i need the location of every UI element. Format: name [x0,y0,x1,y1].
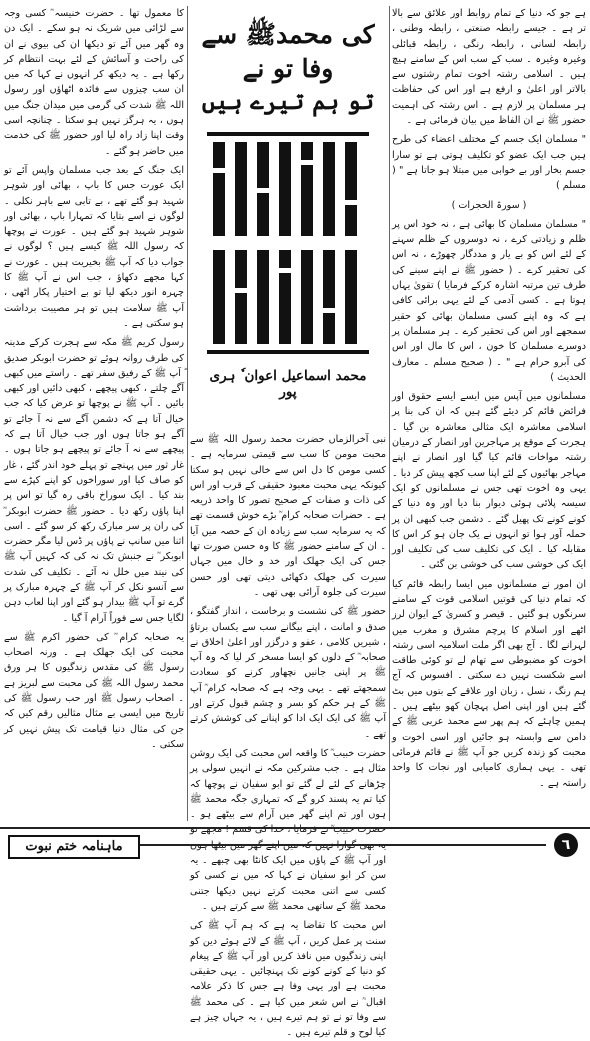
paragraph: ان امور نے مسلمانوں میں ایسا رابطہ قائم کیا کہ تمام دنیا کی قوتیں اسلامی قوت کے سامنے سرنگوں ہو گئیں ۔ قیصر و کسریٰ کے ایوان لرز اٹھے اور اسلام کا پرچم مشرق و مغرب میں لہرانے لگا ۔ آج بھی اگر ملت اسلامیہ اسی رشتہ اخوت کو مضبوطی سے تھام لے تو کوئی طاقت اسے شکست نہیں دے سکتی ۔ افسوس کہ آج ہم رنگ ، نسل ، زبان اور علاقے کے بتوں میں بٹ گئے ہیں اور اپنی اصل پہچان کھو بیٹھے ہیں ۔ ہمیں چاہئے کہ ہم پھر سے محمد عربی ﷺ کے دامن سے وابستہ ہو جائیں اور اسی اخوت و محبت کو زندہ کریں جو آپ ﷺ نے قائم فرمائی تھی ۔ یہی ہماری کامیابی اور نجات کا واحد راستہ ہے ۔ [392,578,586,789]
paragraph: حضرت خبیب ؓ کا واقعہ اس محبت کی ایک روشن مثال ہے ۔ جب مشرکین مکہ نے انہیں سولی پر چڑھانے کے لئے لے گئے تو ابو سفیان نے پوچھا کہ کیا تم یہ پسند کرو گے کہ تمہاری جگہ محمد ﷺ ہوں اور تم اپنے گھر میں آرام سے بیٹھے ہو ۔ حضرت خبیب ؓ نے فرمایا ، خدا کی قسم ! مجھے تو اور آپ ﷺ کے پاؤں میں ایک کانٹا بھی چبھے ۔ یہ سن کر ابو سفیان نے کہا کہ میں نے کسی کو کسی سے اتنی محبت کرتے نہیں دیکھا جتنی محمد ﷺ کے ساتھی محمد ﷺ سے کرتے ہیں ۔ [190,747,386,912]
paragraph: " مسلمان ایک جسم کے مختلف اعضاء کی طرح ہیں جب ایک عضو کو تکلیف ہوتی ہے تو سارا جسم بخار اور بے خوابی میں مبتلا ہو جاتا ہے " ( مسلم ) [392,134,586,192]
page-footer [0,827,590,861]
paragraph: ایک جنگ کے بعد جب مسلمان واپس آئے تو ایک عورت جس کا باپ ، بھائی اور شوہر شہید ہو گئے تھے ، بے تابی سے باہر نکلی ۔ لوگوں نے اسے بتایا کہ تمہارا باپ ، بھائی اور شوہر شہید ہو گئے ہیں ۔ عورت نے پوچھا کہ رسول اللہ ﷺ کیسے ہیں ؟ لوگوں نے جواب دیا کہ آپ ﷺ بخیریت ہیں ۔ عورت نے کہا مجھے دکھاؤ ، جب اس نے آپ ﷺ کا چہرہ انور دیکھ لیا تو بے اختیار پکار اٹھی ، آپ ﷺ سلامت ہیں تو ہر مصیبت برداشت ہو سکتی ہے ۔ [4,164,184,329]
paragraph-reference: ( سورۃ الحجرات ) [451,199,527,211]
article-column-middle [190,432,386,1039]
article-heading [200,18,376,423]
article-title: کی محمدﷺ سے وفا تو نے [201,20,375,83]
paragraph: " مسلمان مسلمان کا بھائی ہے ، نہ خود اس پر ظلم و زیادتی کرے ، نہ دوسروں کے ظلم سہنے کے لئے اس کو بے یار و مددگار چھوڑے ، نہ اس کی تحقیر کرے ۔ ( حضور ﷺ نے اپنے سینے کی طرف تین مرتبہ اشارہ کرکے فرمایا ) تقویٰ یہاں ہوتا ہے ۔ کسی آدمی کے لئے یہی برائی کافی ہے کہ وہ اپنے کسی مسلمان بھائی کو حقیر سمجھے اور اس کی تحقیر کرے ۔ ہر مسلمان پر دوسرے مسلمان کا خون ، اس کا مال اور اس کی آبرو حرام ہے " ۔ ( صحیح مسلم ۔ معارف الحدیث ) [392,218,586,383]
paragraph: مسلمانوں میں آپس میں ایسے ایسے حقوق اور فرائض قائم کر دیئے گئے ہیں کہ ان کی بنا پر اسلامی معاشرہ ایک مثالی معاشرہ بن گیا ۔ ہجرت کے موقع پر مہاجرین اور انصار کے درمیان رشتہ مواخات قائم کیا گیا اور انصار نے اپنے مہاجر بھائیوں کے لئے اپنا سب کچھ پیش کر دیا ۔ یہی وہ اخوت تھی جس نے مسلمانوں کو ایک سیسہ پلائی ہوئی دیوار بنا دیا اور وہ دنیا کے کونے کونے تک پھیل گئے ۔ دشمن جب کبھی ان پر حملہ آور ہوا تو انہوں نے یک جان ہو کر اس کا مقابلہ کیا ۔ ایک کی تکلیف سب کی تکلیف اور ایک کی خوشی سب کی خوشی بن گئی ۔ [392,391,586,571]
page-number: ٦ [554,833,578,857]
article-column-left [4,6,184,821]
paragraph: رسول کریم ﷺ مکہ سے ہجرت کرکے مدینہ کی طرف روانہ ہوئے تو حضرت ابوبکر صدیق ؓ آپ ﷺ کے رفیق سفر تھے ۔ راستے میں کبھی آگے چلتے ، کبھی پیچھے ، کبھی دائیں اور کبھی بائیں ۔ آپ ﷺ نے پوچھا تو عرض کیا کہ جب خیال آتا ہے کہ دشمن آگے سے نہ آ جائے تو آگے ہو جاتا ہوں اور جب خیال آتا ہے کہ پیچھے سے نہ آ جائے تو پیچھے ہو جاتا ہوں ۔ غار ثور میں پہنچے تو پہلے خود اندر گئے ، غار کو صاف کیا اور سوراخوں کو اپنے کپڑے سے بند کیا ۔ ایک سوراخ باقی رہ گیا تو اس پر اپنا پاؤں رکھ دیا ۔ حضور ﷺ حضرت ابوبکر ؓ کی ران پر سر مبارک رکھ کر سو گئے ۔ اسی اثنا میں سانپ نے پاؤں پر ڈس لیا مگر حضرت ابوبکر ؓ نے جنبش تک نہ کی کہ کہیں آپ ﷺ کی نیند میں خلل نہ آئے ۔ تکلیف کی شدت سے آنسو نکل کر آپ ﷺ کے چہرہ مبارک پر گرے تو آپ ﷺ بیدار ہو گئے اور اپنا لعاب دہن لگایا جس سے فوراً آرام آ گیا ۔ [4,337,184,624]
article-column-right [392,6,586,821]
paragraph: حضور ﷺ کی نشست و برخاست ، انداز گفتگو ، صدق و امانت ، اپنے بیگانے سب سے یکساں برتاؤ ، شیریں کلامی ، عفو و درگزر اور اعلیٰ اخلاق نے صحابہ ؓ کے دلوں کو ایسا مسخر کر لیا کہ وہ آپ ﷺ پر اپنی جانیں نچھاور کرنے کو سعادت سمجھتے تھے ۔ یہی وجہ ہے کہ صحابہ کرام ؓ آپ ﷺ کے ہر حکم کو بسر و چشم قبول کرتے اور آپ ﷺ کی ایک ایک ادا کو اپنانے کی کوشش کرتے تھے ۔ [190,606,386,740]
ornamental-bars-icon [205,128,371,358]
article-subtitle: تو ہم تیرے ہیں [201,88,375,115]
magazine-masthead: ماہنامہ ختم نبوت [8,835,140,859]
paragraph: اس محبت کا تقاضا یہ ہے کہ ہم آپ ﷺ کی سنت پر عمل کریں ، آپ ﷺ کے لائے ہوئے دین کو اپنی زندگیوں میں نافذ کریں اور آپ ﷺ کے پیغام کو دنیا کے کونے کونے تک پہنچائیں ۔ یہی حقیقی محبت ہے اور یہی وفا ہے جس کا ذکر علامہ اقبال ؒ نے اس شعر میں کیا ہے ۔ کی محمد ﷺ سے وفا تو نے تو ہم تیرے ہیں ، یہ جہاں چیز ہے کیا لوح و قلم تیرے ہیں ۔ [190,920,386,1039]
paragraph: یہ صحابہ کرام ؓ کی حضور اکرم ﷺ سے محبت کی ایک جھلک ہے ۔ ورنہ اصحاب رسول ﷺ کی مقدس زندگیوں کا ہر ورق محمد رسول اللہ ﷺ کی محبت سے لبریز ہے ۔ اصحاب رسول ﷺ اور حب رسول ﷺ کی تاریخ میں ایسی بے مثال مثالیں رقم کیں کہ جن کی مثال دنیا قیامت تک پیش نہیں کر سکتی ۔ [4,631,184,750]
paragraph: ہے جو کہ دنیا کے تمام روابط اور علائق سے بالا تر ہے ۔ جیسے رابطہ صنعتی ، رابطہ وطنی ، رابطہ لسانی ، رابطہ رنگی ، رابطہ قبائلی وغیرہ وغیرہ ۔ سب کے سب اس کے سامنے ہیچ ہیں ۔ اسلامی رشتہ اخوت تمام رشتوں سے بالاتر اور اعلیٰ و ارفع ہے اور اس کی حفاظت ہر مسلمان پر لازم ہے ۔ اس رشتہ کی اہمیت حضور ﷺ نے ان الفاظ میں بیان فرمائی ہے ۔ [392,8,586,127]
paragraph: کا معمول تھا ۔ حضرت خنیسہ ؓ کسی وجہ سے لڑائی میں شریک نہ ہو سکے ۔ ایک دن وہ گھر میں آئے تو دیکھا ان کی بیوی نے ان کی راحت و آسائش کے لئے بہت انتظام کر رکھا ہے ۔ یہ دیکھ کر انہوں نے کہا کہ میں ان سب چیزوں سے فائدہ اٹھاؤں اور رسول اللہ ﷺ شدت کی گرمی میں میدان جنگ میں ہوں ، یہ ہرگز نہیں ہو سکتا ۔ چنانچہ اسی وقت اپنا زاد راہ لیا اور حضور ﷺ کی خدمت میں حاضر ہو گئے ۔ [4,8,184,157]
footer-rule [140,844,546,846]
column-divider [187,6,188,821]
article-author: محمد اسماعیل اعوان ٗ ہری پور [209,368,367,400]
column-divider [389,6,390,821]
paragraph: نبی آخرالزماں حضرت محمد رسول اللہ ﷺ سے محبت مومن کا سب سے قیمتی سرمایہ ہے ۔ کسی مومن کا دل اس سے خالی نہیں ہو سکتا کیونکہ یہی محبت معبود حقیقی کے قرب اور اس کی ذات و صفات کے صحیح تصور کا واحد ذریعہ ہے ۔ حضرات صحابہ کرام ؓ بڑے خوش قسمت تھے کہ یہ سرمایہ سب سے زیادہ ان کے حصہ میں آیا ۔ ان کے سامنے حضور ﷺ کا وہ حسن صورت تھا جس کی ایک جھلک اور خد و خال میں جہاں سیرت کی جھلک دکھائی دیتی تھی اور حسن سیرت کی جلوہ آرائی بھی تھی ۔ [190,434,386,598]
